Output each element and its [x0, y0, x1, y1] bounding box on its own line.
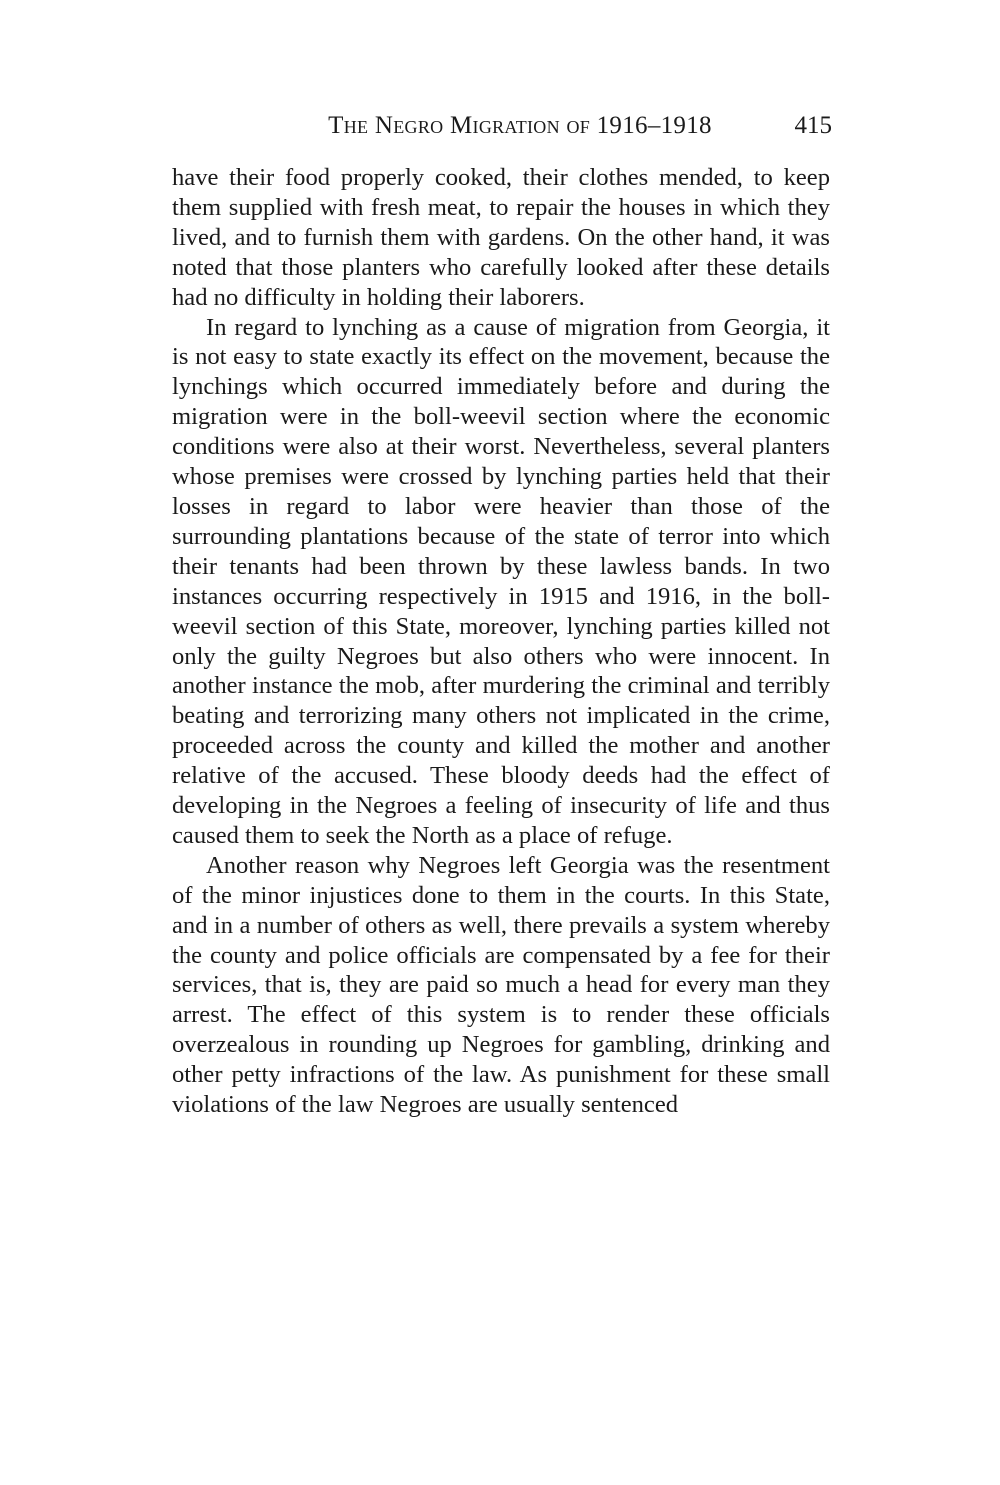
paragraph-courts: Another reason why Negroes left Georgia was the resentment of the minor injustices done to them in the courts. In this State, and in a number of others as well, there prevails a system whereby the county and police officials are compensated by a fee for their services, that is, they are paid so much a head for every man they arrest. The effect of this system is to render these officials overzealous in rounding up Negroes for gambling, drinking and other petty infractions of the law. As punishment for these small violations of the law Negroes are usually sentenced: [172, 851, 830, 1119]
running-title: The Negro Migration of 1916–1918: [328, 112, 712, 139]
paragraph-lynching: In regard to lynching as a cause of migration from Georgia, it is not easy to state exactly its effect on the movement, because the lynchings which occurred immediately before and during the migration were in the boll-weevil section where the economic conditions were also at their worst. Nevertheless, several planters whose premises were crossed by lynching parties held that their losses in regard to labor were heavier than those of the surrounding plantations because of the state of terror into which their tenants had been thrown by these lawless bands. In two instances occurring respectively in 1915 and 1916, in the boll-weevil section of this State, moreover, lynching parties killed not only the guilty Negroes but also others who were innocent. In another instance the mob, after murdering the criminal and terribly beating and terrorizing many others not implicated in the crime, proceeded across the county and killed the mother and another relative of the accused. These bloody deeds had the effect of developing in the Negroes a feeling of insecurity of life and thus caused them to seek the North as a place of refuge.: [172, 313, 830, 849]
body-text: [172, 163, 830, 1120]
running-head: [172, 108, 832, 144]
page-number: 415: [794, 112, 832, 139]
paragraph-continued: have their food properly cooked, their clothes mended, to keep them supplied with fresh meat, to repair the houses in which they lived, and to furnish them with gardens. On the other hand, it was noted that those planters who carefully looked after these details had no difficulty in holding their laborers.: [172, 164, 830, 311]
